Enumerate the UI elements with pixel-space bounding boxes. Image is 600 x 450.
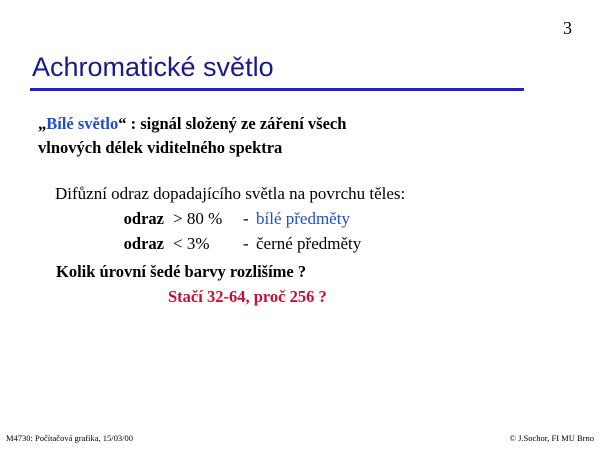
definition-line-1: [38, 114, 346, 134]
slide-title: Achromatické světlo: [32, 52, 274, 82]
white-light-term: Bílé světlo: [46, 114, 119, 133]
reflection-intro: Difůzní odraz dopadajícího světla na povrchu těles:: [55, 184, 406, 203]
row-dash: -: [243, 209, 249, 228]
row-label: odraz: [123, 234, 164, 253]
gray-levels-answer: Stačí 32-64, proč 256 ?: [168, 287, 327, 306]
row-value: > 80 %: [173, 209, 223, 228]
row-label: odraz: [123, 209, 164, 228]
definition-text: “ : signál složený ze záření všech: [118, 114, 347, 133]
row-value: < 3%: [173, 234, 210, 253]
footer-course: M4730: Počítačová grafika, 15/03/00: [6, 433, 134, 443]
row-dash: -: [243, 234, 249, 253]
reflection-row-white: [0, 209, 600, 231]
reflection-row-black: [0, 234, 600, 256]
gray-levels-question: Kolik úrovní šedé barvy rozlišíme ?: [56, 262, 307, 281]
page-number: 3: [563, 18, 572, 38]
row-description: bílé předměty: [256, 209, 350, 228]
row-description: černé předměty: [256, 234, 362, 253]
title-underline: [30, 88, 524, 91]
definition-line-2: vlnových délek viditelného spektra: [38, 138, 283, 157]
footer-copyright: © J.Sochor, FI MU Brno: [509, 433, 594, 443]
open-quote: „: [38, 114, 47, 133]
